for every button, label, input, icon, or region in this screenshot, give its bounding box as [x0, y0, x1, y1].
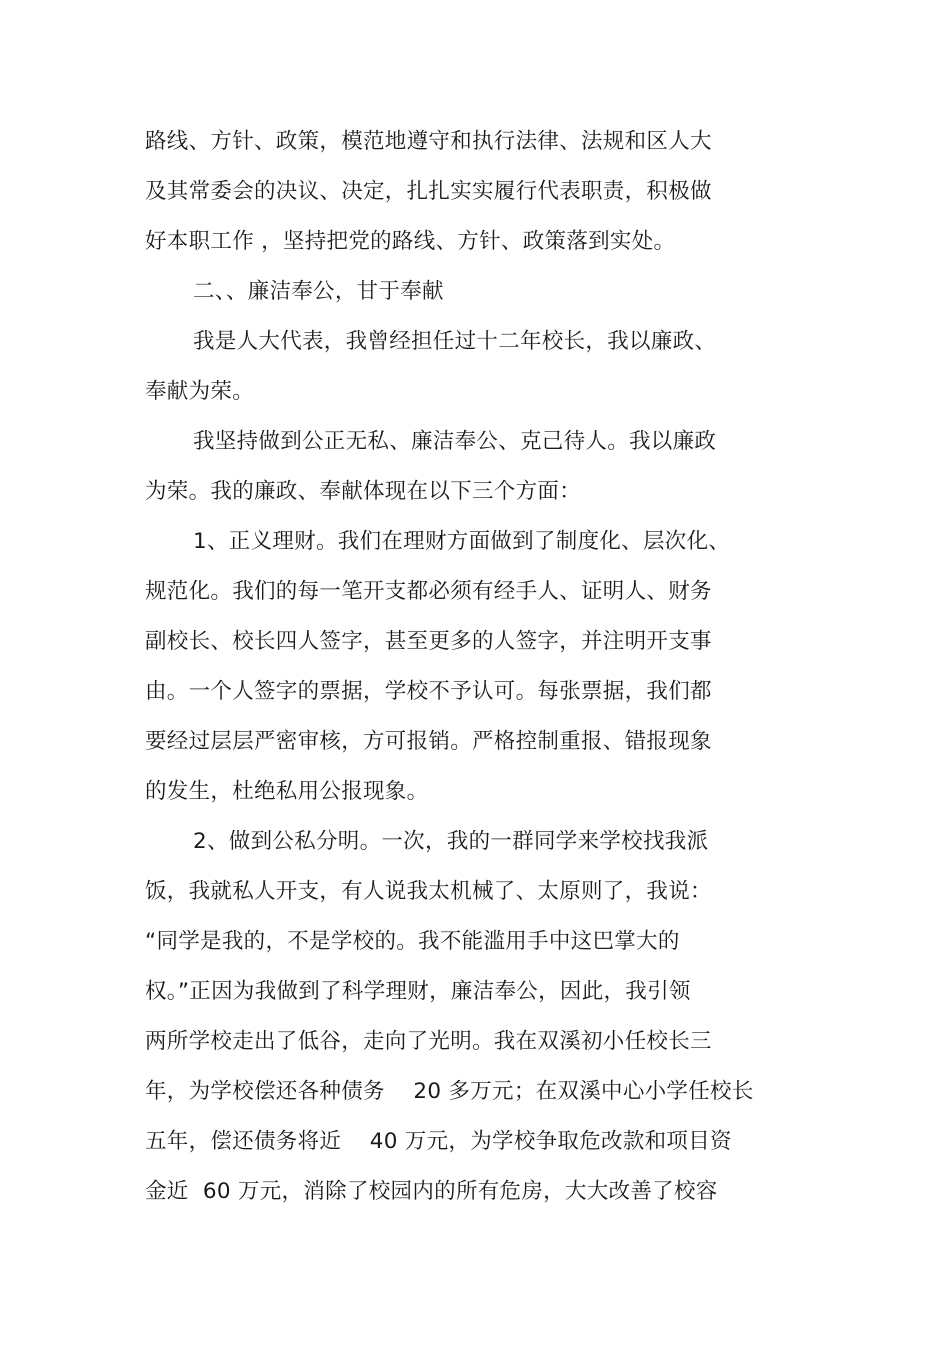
text-line: 路线、方针、政策，模范地遵守和执行法律、法规和区人大: [145, 129, 712, 154]
text-line: 为荣。我的廉政、奉献体现在以下三个方面：: [145, 479, 582, 504]
text-line: 我是人大代表，我曾经担任过十二年校长，我以廉政、: [193, 329, 717, 354]
text-line: 五年，偿还债务将近 40 万元，为学校争取危改款和项目资: [145, 1129, 732, 1154]
text-line: 及其常委会的决议、决定，扎扎实实履行代表职责，积极做: [145, 179, 712, 204]
text-line: 副校长、校长四人签字，甚至更多的人签字，并注明开支事: [145, 629, 712, 654]
text-line: 我坚持做到公正无私、廉洁奉公、克己待人。我以廉政: [193, 429, 717, 454]
text-line: 的发生，杜绝私用公报现象。: [145, 779, 429, 804]
text-line: 好本职工作 ，坚持把党的路线、方针、政策落到实处。: [145, 229, 676, 254]
text-line: 奉献为荣。: [145, 379, 255, 404]
list-item-heading: 2、做到公私分明。一次，我的一群同学来学校找我派: [193, 829, 709, 854]
section-heading: 二、、廉洁奉公，甘于奉献: [193, 279, 444, 304]
text-line: 要经过层层严密审核，方可报销。严格控制重报、错报现象: [145, 729, 712, 754]
text-line: 由。一个人签字的票据，学校不予认可。每张票据，我们都: [145, 679, 712, 704]
text-line: 饭，我就私人开支，有人说我太机械了、太原则了，我说：: [145, 879, 712, 904]
list-item-heading: 1、正义理财。我们在理财方面做到了制度化、层次化、: [193, 529, 731, 554]
text-line: 两所学校走出了低谷，走向了光明。我在双溪初小任校长三: [145, 1029, 712, 1054]
text-line: 金近 60 万元，消除了校园内的所有危房，大大改善了校容: [145, 1179, 718, 1204]
text-line: 年，为学校偿还各种债务 20 多万元；在双溪中心小学任校长: [145, 1079, 754, 1104]
text-line: “同学是我的，不是学校的。我不能滥用手中这巴掌大的: [145, 929, 680, 954]
text-line: 规范化。我们的每一笔开支都必须有经手人、证明人、财务: [145, 579, 712, 604]
text-line: 权。”正因为我做到了科学理财，廉洁奉公，因此，我引领: [145, 979, 691, 1004]
